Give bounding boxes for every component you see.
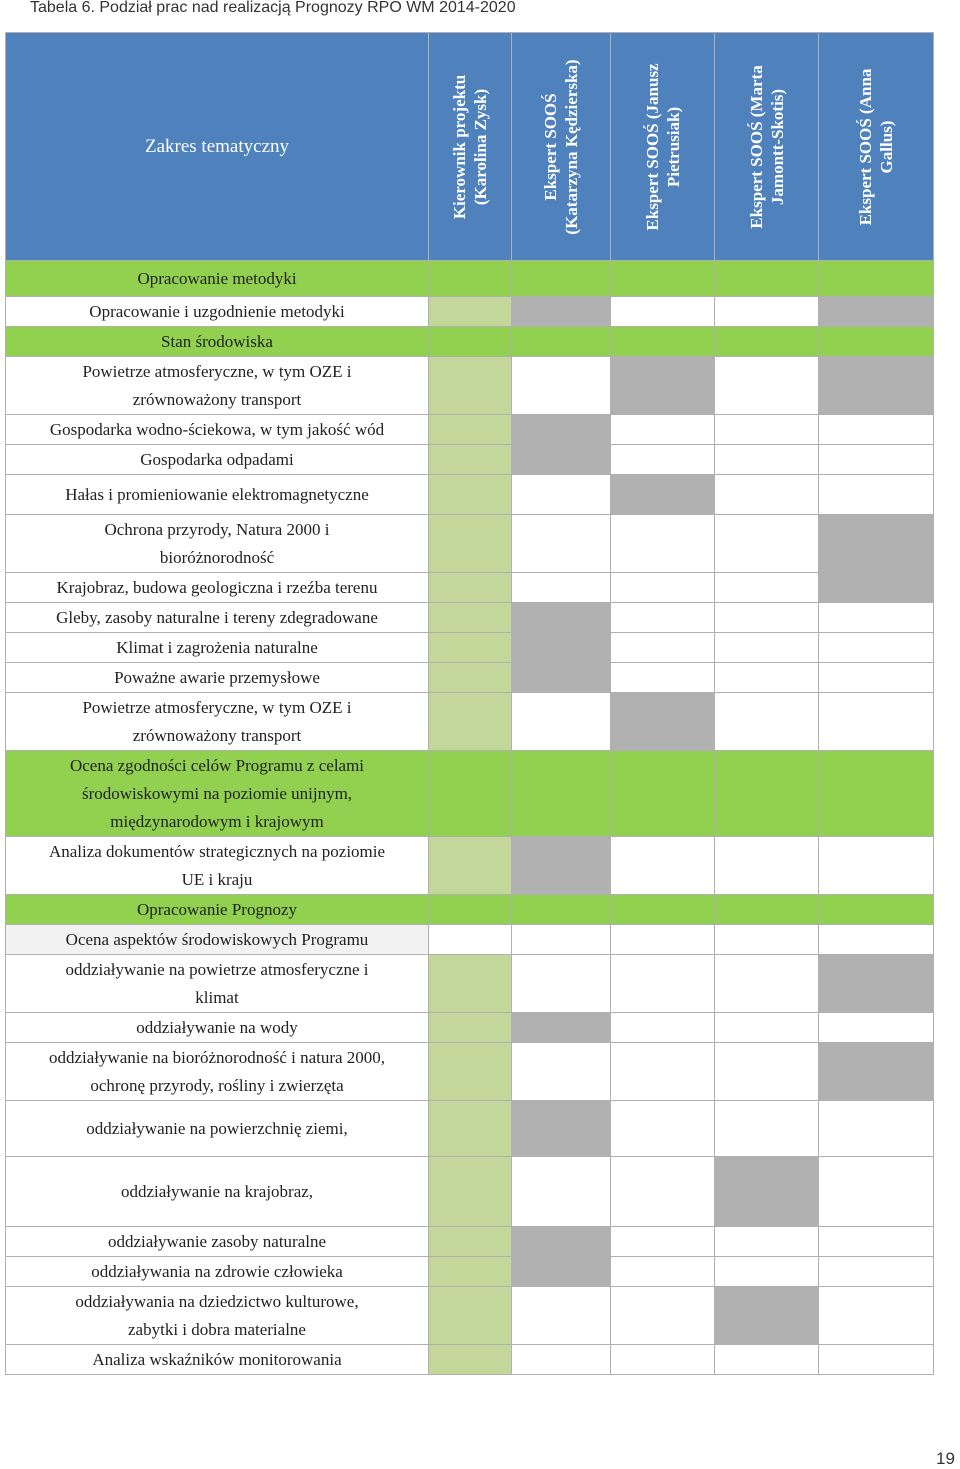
topic-column-header: Zakres tematyczny xyxy=(6,33,429,261)
table-row xyxy=(6,955,934,1013)
empty-cell xyxy=(819,1345,934,1375)
assigned-lead-cell xyxy=(429,663,512,693)
empty-cell xyxy=(715,475,819,515)
empty-cell xyxy=(611,895,715,925)
assigned-lead-cell xyxy=(429,1345,512,1375)
empty-cell xyxy=(715,603,819,633)
assigned-lead-cell xyxy=(429,475,512,515)
empty-cell xyxy=(611,261,715,297)
empty-cell xyxy=(715,1345,819,1375)
assigned-lead-cell xyxy=(429,415,512,445)
assigned-expert-cell xyxy=(819,297,934,327)
empty-cell xyxy=(429,895,512,925)
table-row xyxy=(6,415,934,445)
empty-cell xyxy=(819,1287,934,1345)
assigned-expert-cell xyxy=(715,1287,819,1345)
column-header-expert-gallus xyxy=(819,33,934,261)
empty-cell xyxy=(715,1043,819,1101)
empty-cell xyxy=(512,693,611,751)
column-header-label: Ekspert SOOŚ (Marta Jamontt-Skotis) xyxy=(746,64,787,229)
empty-cell xyxy=(715,837,819,895)
empty-cell xyxy=(715,445,819,475)
assigned-expert-cell xyxy=(512,297,611,327)
assigned-lead-cell xyxy=(429,1043,512,1101)
column-header-label: Ekspert SOOŚ (Katarzyna Kędzierska) xyxy=(541,58,581,235)
assigned-lead-cell xyxy=(429,297,512,327)
assigned-lead-cell xyxy=(429,1287,512,1345)
empty-cell xyxy=(715,415,819,445)
empty-cell xyxy=(512,573,611,603)
section-row xyxy=(6,895,934,925)
assigned-expert-cell xyxy=(611,475,715,515)
table-row xyxy=(6,1013,934,1043)
table-row xyxy=(6,1287,934,1345)
empty-cell xyxy=(715,1013,819,1043)
assigned-expert-cell xyxy=(512,1101,611,1157)
assigned-lead-cell xyxy=(429,1013,512,1043)
empty-cell xyxy=(611,297,715,327)
empty-cell xyxy=(715,261,819,297)
empty-cell xyxy=(819,1227,934,1257)
empty-cell xyxy=(611,445,715,475)
assigned-expert-cell xyxy=(512,1227,611,1257)
empty-cell xyxy=(512,515,611,573)
table-body xyxy=(6,261,934,1375)
row-label: Poważne awarie przemysłowe xyxy=(6,663,429,693)
empty-cell xyxy=(819,633,934,663)
assigned-expert-cell xyxy=(512,633,611,663)
section-row xyxy=(6,327,934,357)
table-caption: Tabela 6. Podział prac nad realizacją Prognozy RPO WM 2014-2020 xyxy=(30,0,516,16)
empty-cell xyxy=(429,751,512,837)
section-row xyxy=(6,261,934,297)
assigned-expert-cell xyxy=(611,357,715,415)
empty-cell xyxy=(611,663,715,693)
empty-cell xyxy=(715,297,819,327)
empty-cell xyxy=(611,1157,715,1227)
assigned-expert-cell xyxy=(819,955,934,1013)
empty-cell xyxy=(611,603,715,633)
column-header-label: Ekspert SOOŚ (Janusz Pietrusiak) xyxy=(642,62,683,231)
empty-cell xyxy=(819,693,934,751)
empty-cell xyxy=(819,1013,934,1043)
row-label: Analiza dokumentów strategicznych na poziomie UE i kraju xyxy=(6,837,429,895)
assigned-expert-cell xyxy=(819,1043,934,1101)
empty-cell xyxy=(715,693,819,751)
table-row xyxy=(6,633,934,663)
empty-cell xyxy=(611,1101,715,1157)
row-label: Hałas i promieniowanie elektromagnetyczne xyxy=(6,475,429,515)
empty-cell xyxy=(819,925,934,955)
assigned-expert-cell xyxy=(819,357,934,415)
empty-cell xyxy=(715,1101,819,1157)
row-label: Opracowanie i uzgodnienie metodyki xyxy=(6,297,429,327)
empty-cell xyxy=(715,1257,819,1287)
assigned-lead-cell xyxy=(429,693,512,751)
column-header-label: Kierownik projektu (Karolina Zysk) xyxy=(450,74,490,219)
column-header-label: Ekspert SOOŚ (Anna Gallus) xyxy=(856,68,896,225)
empty-cell xyxy=(512,1157,611,1227)
empty-cell xyxy=(819,475,934,515)
empty-cell xyxy=(611,837,715,895)
empty-cell xyxy=(429,327,512,357)
assigned-lead-cell xyxy=(429,955,512,1013)
empty-cell xyxy=(611,1043,715,1101)
row-label: Ochrona przyrody, Natura 2000 i bioróżnorodność xyxy=(6,515,429,573)
empty-cell xyxy=(611,415,715,445)
section-row xyxy=(6,751,934,837)
page-number: 19 xyxy=(936,1449,955,1468)
empty-cell xyxy=(512,895,611,925)
empty-cell xyxy=(512,1287,611,1345)
table-row xyxy=(6,445,934,475)
assigned-lead-cell xyxy=(429,357,512,415)
assigned-lead-cell xyxy=(429,515,512,573)
empty-cell xyxy=(512,955,611,1013)
empty-cell xyxy=(611,1227,715,1257)
assigned-expert-cell xyxy=(512,1013,611,1043)
row-label: Stan środowiska xyxy=(6,327,429,357)
empty-cell xyxy=(715,357,819,415)
empty-cell xyxy=(715,751,819,837)
empty-cell xyxy=(819,1101,934,1157)
row-label: Analiza wskaźników monitorowania xyxy=(6,1345,429,1375)
table-row xyxy=(6,1257,934,1287)
header-row xyxy=(6,33,934,261)
empty-cell xyxy=(715,633,819,663)
assigned-expert-cell xyxy=(819,515,934,573)
assigned-expert-cell xyxy=(819,573,934,603)
row-label: Gleby, zasoby naturalne i tereny zdegradowane xyxy=(6,603,429,633)
table-row xyxy=(6,573,934,603)
empty-cell xyxy=(819,895,934,925)
empty-cell xyxy=(512,1043,611,1101)
table-row xyxy=(6,1101,934,1157)
empty-cell xyxy=(611,1287,715,1345)
empty-cell xyxy=(512,357,611,415)
row-label: oddziaływania na dziedzictwo kulturowe, zabytki i dobra materialne xyxy=(6,1287,429,1345)
assigned-expert-cell xyxy=(715,1157,819,1227)
empty-cell xyxy=(819,327,934,357)
empty-cell xyxy=(819,415,934,445)
assigned-lead-cell xyxy=(429,837,512,895)
table-row xyxy=(6,1043,934,1101)
row-label: Klimat i zagrożenia naturalne xyxy=(6,633,429,663)
row-label: Opracowanie metodyki xyxy=(6,261,429,297)
empty-cell xyxy=(715,327,819,357)
row-label: oddziaływanie na powierzchnię ziemi, xyxy=(6,1101,429,1157)
empty-cell xyxy=(611,1257,715,1287)
empty-cell xyxy=(429,261,512,297)
assigned-lead-cell xyxy=(429,603,512,633)
task-assignment-table xyxy=(5,32,934,1375)
empty-cell xyxy=(819,663,934,693)
table-row xyxy=(6,603,934,633)
empty-cell xyxy=(819,603,934,633)
column-header-expert-pietrusiak xyxy=(611,33,715,261)
assigned-expert-cell xyxy=(512,445,611,475)
assigned-expert-cell xyxy=(512,1257,611,1287)
empty-cell xyxy=(429,925,512,955)
empty-cell xyxy=(819,1257,934,1287)
column-header-expert-kedzierska xyxy=(512,33,611,261)
assigned-lead-cell xyxy=(429,1101,512,1157)
row-label: Ocena aspektów środowiskowych Programu xyxy=(6,925,429,955)
table-row xyxy=(6,693,934,751)
table-row xyxy=(6,663,934,693)
assigned-expert-cell xyxy=(611,693,715,751)
assigned-expert-cell xyxy=(512,603,611,633)
empty-cell xyxy=(611,1345,715,1375)
table-row xyxy=(6,1227,934,1257)
row-label: Powietrze atmosferyczne, w tym OZE i zrównoważony transport xyxy=(6,693,429,751)
empty-cell xyxy=(611,751,715,837)
row-label: Gospodarka wodno-ściekowa, w tym jakość wód xyxy=(6,415,429,445)
empty-cell xyxy=(715,515,819,573)
empty-cell xyxy=(512,925,611,955)
empty-cell xyxy=(715,663,819,693)
empty-cell xyxy=(819,1157,934,1227)
column-header-expert-jamontt-skotis xyxy=(715,33,819,261)
table-row xyxy=(6,297,934,327)
empty-cell xyxy=(819,837,934,895)
table-row xyxy=(6,475,934,515)
row-label: Gospodarka odpadami xyxy=(6,445,429,475)
empty-cell xyxy=(512,475,611,515)
assigned-expert-cell xyxy=(512,415,611,445)
row-label: Ocena zgodności celów Programu z celami środowiskowymi na poziomie unijnym, międzynarodowym i krajowym xyxy=(6,751,429,837)
row-label: oddziaływanie na wody xyxy=(6,1013,429,1043)
row-label: Krajobraz, budowa geologiczna i rzeźba terenu xyxy=(6,573,429,603)
empty-cell xyxy=(512,261,611,297)
empty-cell xyxy=(715,925,819,955)
column-header-project-manager xyxy=(429,33,512,261)
empty-cell xyxy=(512,751,611,837)
row-label: oddziaływanie na bioróżnorodność i natura 2000, ochronę przyrody, rośliny i zwierzęta xyxy=(6,1043,429,1101)
empty-cell xyxy=(611,955,715,1013)
empty-cell xyxy=(819,751,934,837)
empty-cell xyxy=(819,261,934,297)
assigned-expert-cell xyxy=(512,663,611,693)
row-label: oddziaływanie zasoby naturalne xyxy=(6,1227,429,1257)
assigned-lead-cell xyxy=(429,573,512,603)
empty-cell xyxy=(611,925,715,955)
empty-cell xyxy=(715,1227,819,1257)
table-row xyxy=(6,837,934,895)
assigned-lead-cell xyxy=(429,1227,512,1257)
empty-cell xyxy=(512,327,611,357)
table-row xyxy=(6,357,934,415)
assigned-lead-cell xyxy=(429,445,512,475)
row-label: Opracowanie Prognozy xyxy=(6,895,429,925)
assigned-lead-cell xyxy=(429,633,512,663)
table-row xyxy=(6,1345,934,1375)
assigned-expert-cell xyxy=(512,837,611,895)
empty-cell xyxy=(715,573,819,603)
table-row xyxy=(6,925,934,955)
empty-cell xyxy=(611,327,715,357)
assigned-lead-cell xyxy=(429,1257,512,1287)
table-row xyxy=(6,1157,934,1227)
empty-cell xyxy=(715,895,819,925)
row-label: oddziaływania na zdrowie człowieka xyxy=(6,1257,429,1287)
empty-cell xyxy=(611,515,715,573)
row-label: oddziaływanie na powietrze atmosferyczne i klimat xyxy=(6,955,429,1013)
empty-cell xyxy=(715,955,819,1013)
row-label: oddziaływanie na krajobraz, xyxy=(6,1157,429,1227)
empty-cell xyxy=(611,573,715,603)
empty-cell xyxy=(611,633,715,663)
empty-cell xyxy=(819,445,934,475)
assigned-lead-cell xyxy=(429,1157,512,1227)
empty-cell xyxy=(512,1345,611,1375)
table-row xyxy=(6,515,934,573)
row-label: Powietrze atmosferyczne, w tym OZE i zrównoważony transport xyxy=(6,357,429,415)
empty-cell xyxy=(611,1013,715,1043)
